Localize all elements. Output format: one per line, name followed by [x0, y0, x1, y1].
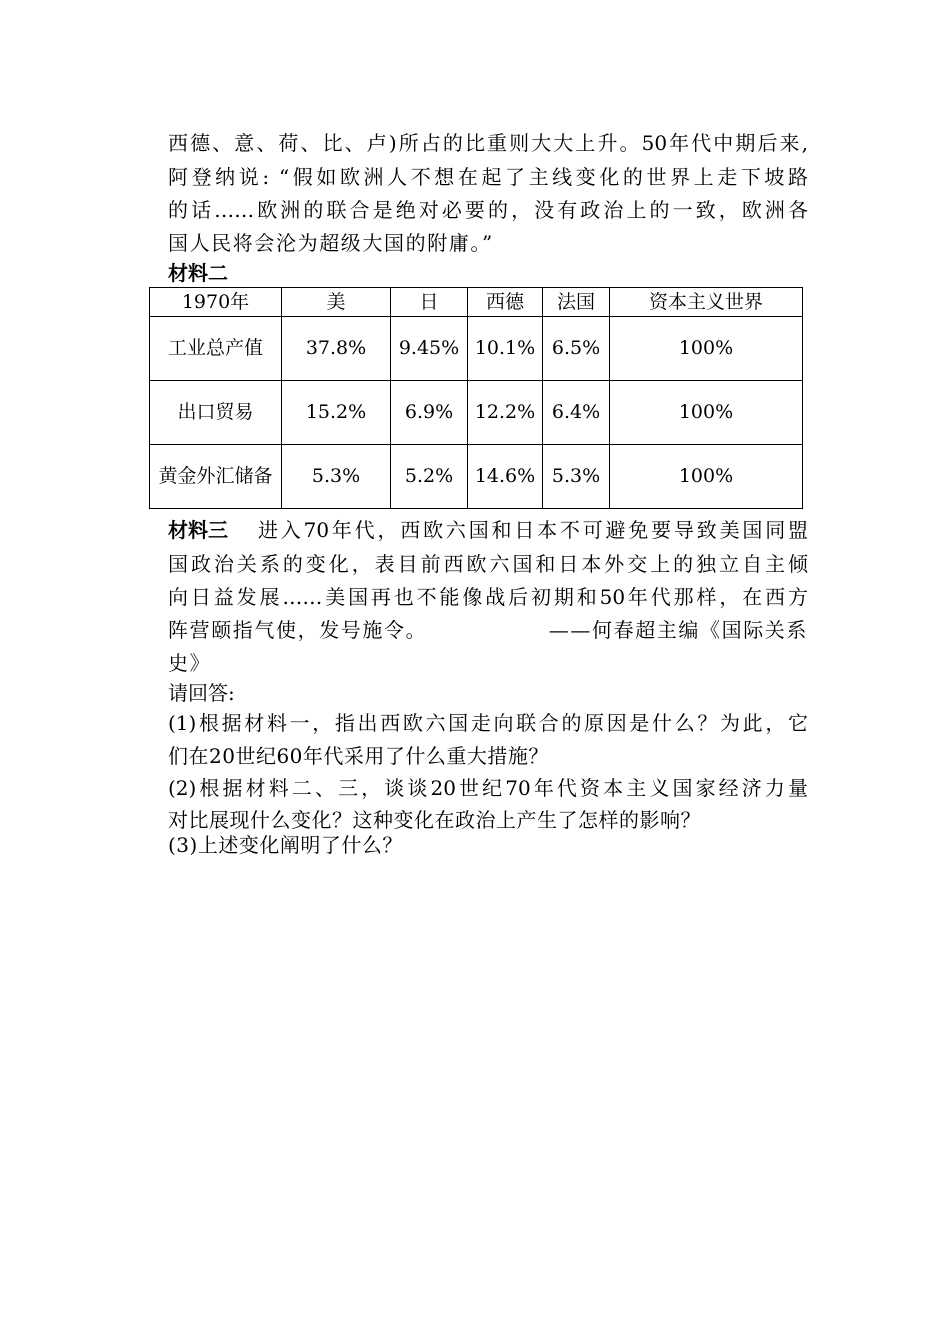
table-cell: 15.2% — [282, 381, 391, 445]
table-row-label: 出口贸易 — [150, 381, 282, 445]
material1-line-2: 阿登纳说: “假如欧洲人不想在起了主线变化的世界上走下坡路 — [168, 165, 808, 189]
table-cell: 5.2% — [391, 445, 468, 509]
question-1-line-1: (1)根据材料一，指出西欧六国走向联合的原因是什么？为此，它 — [168, 711, 808, 735]
table-header-cell: 法国 — [543, 288, 610, 317]
questions-prompt: 请回答: — [168, 681, 235, 705]
table-header-cell: 美 — [282, 288, 391, 317]
material1-line-3: 的话……欧洲的联合是绝对必要的，没有政治上的一致，欧洲各 — [168, 198, 808, 222]
table-header-cell: 资本主义世界 — [610, 288, 803, 317]
material1-line-1: 西德、意、荷、比、卢)所占的比重则大大上升。50年代中期后来, — [168, 131, 808, 155]
economic-share-table — [149, 287, 803, 509]
table-header-row — [150, 288, 803, 317]
table-cell: 5.3% — [282, 445, 391, 509]
table-cell: 12.2% — [468, 381, 543, 445]
material3-line-4 — [168, 614, 808, 646]
material3-line-3: 向日益发展……美国再也不能像战后初期和50年代那样，在西方 — [168, 585, 808, 609]
table-cell: 5.3% — [543, 445, 610, 509]
material3-line-4-text: 阵营颐指气使，发号施令。 — [168, 618, 428, 642]
table-header-cell: 日 — [391, 288, 468, 317]
question-1-line-2: 们在20世纪60年代采用了什么重大措施？ — [168, 744, 549, 768]
question-2-line-2: 对比展现什么变化？这种变化在政治上产生了怎样的影响？ — [168, 808, 701, 832]
question-3: (3)上述变化阐明了什么？ — [168, 833, 403, 857]
table-header-cell: 西德 — [468, 288, 543, 317]
table-cell: 6.9% — [391, 381, 468, 445]
table-cell: 100% — [610, 381, 803, 445]
table-cell: 6.4% — [543, 381, 610, 445]
material3-source-cont: 史》 — [168, 651, 212, 675]
table-cell: 100% — [610, 445, 803, 509]
table-cell: 37.8% — [282, 317, 391, 381]
material3-first-line — [168, 514, 808, 546]
table-cell: 9.45% — [391, 317, 468, 381]
table-row — [150, 317, 803, 381]
material3-source: ——何春超主编《国际关系 — [548, 618, 808, 642]
material2-heading: 材料二 — [168, 261, 228, 285]
table-cell: 100% — [610, 317, 803, 381]
table-row-label: 黄金外汇储备 — [150, 445, 282, 509]
table-cell: 14.6% — [468, 445, 543, 509]
question-2-line-1: (2)根据材料二、三，谈谈20世纪70年代资本主义国家经济力量 — [168, 776, 808, 800]
table-cell: 10.1% — [468, 317, 543, 381]
table-header-cell: 1970年 — [150, 288, 282, 317]
table-row — [150, 381, 803, 445]
table-cell: 6.5% — [543, 317, 610, 381]
table-row-label: 工业总产值 — [150, 317, 282, 381]
material3-heading: 材料三 — [168, 518, 228, 542]
table-row — [150, 445, 803, 509]
material3-line-1: 进入70年代，西欧六国和日本不可避免要导致美国同盟 — [258, 518, 808, 542]
material3-line-2: 国政治关系的变化，表目前西欧六国和日本外交上的独立自主倾 — [168, 552, 808, 576]
material1-line-4: 国人民将会沦为超级大国的附庸。” — [168, 231, 494, 255]
